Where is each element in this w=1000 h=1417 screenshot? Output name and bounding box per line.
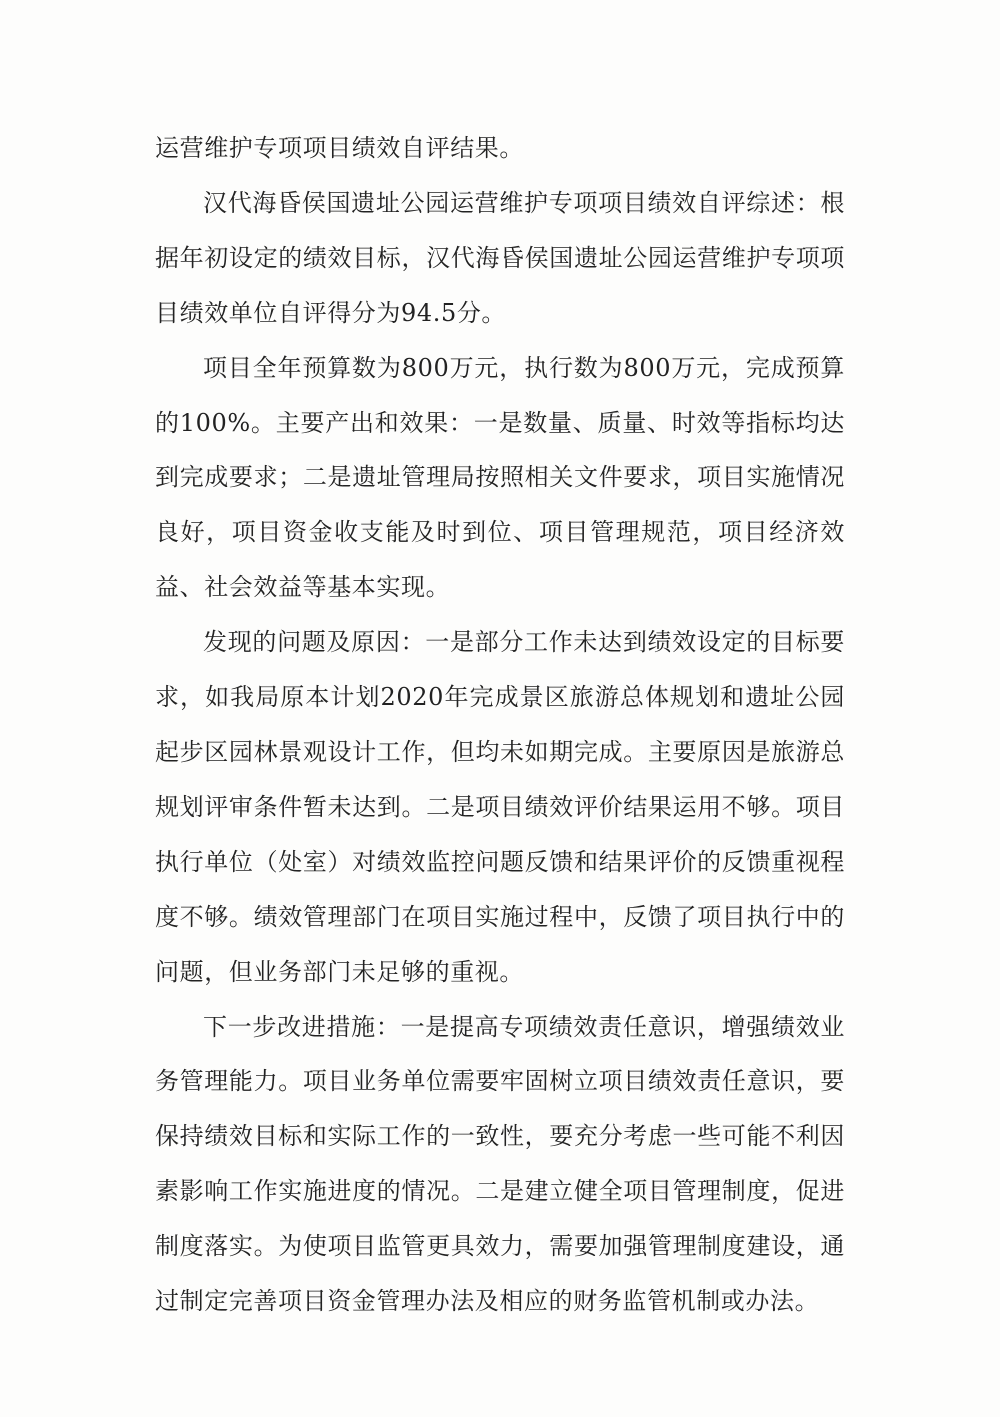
document-body (155, 121, 845, 1329)
paragraph-problems: 发现的问题及原因：一是部分工作未达到绩效设定的目标要求，如我局原本计划2020年完成景区旅游总体规划和遗址公园起步区园林景观设计工作，但均未如期完成。主要原因是旅游总规划评审条件暂未达到。二是项目绩效评价结果运用不够。项目执行单位（处室）对绩效监控问题反馈和结果评价的反馈重视程度不够。绩效管理部门在项目实施过程中，反馈了项目执行中的问题，但业务部门未足够的重视。 (155, 628, 845, 986)
paragraph-improvements: 下一步改进措施：一是提高专项绩效责任意识，增强绩效业务管理能力。项目业务单位需要牢固树立项目绩效责任意识，要保持绩效目标和实际工作的一致性，要充分考虑一些可能不利因素影响工作实施进度的情况。二是建立健全项目管理制度，促进制度落实。为使项目监管更具效力，需要加强管理制度建设，通过制定完善项目资金管理办法及相应的财务监管机制或办法。 (155, 1012, 845, 1316)
paragraph-summary: 汉代海昏侯国遗址公园运营维护专项项目绩效自评综述：根据年初设定的绩效目标，汉代海昏侯国遗址公园运营维护专项项目绩效单位自评得分为94.5分。 (155, 188, 845, 327)
paragraph-continuation: 运营维护专项项目绩效自评结果。 (155, 134, 524, 162)
paragraph-budget: 项目全年预算数为800万元，执行数为800万元，完成预算的100%。主要产出和效果：一是数量、质量、时效等指标均达到完成要求；二是遗址管理局按照相关文件要求，项目实施情况良好，项目资金收支能及时到位、项目管理规范，项目经济效益、社会效益等基本实现。 (155, 353, 845, 602)
